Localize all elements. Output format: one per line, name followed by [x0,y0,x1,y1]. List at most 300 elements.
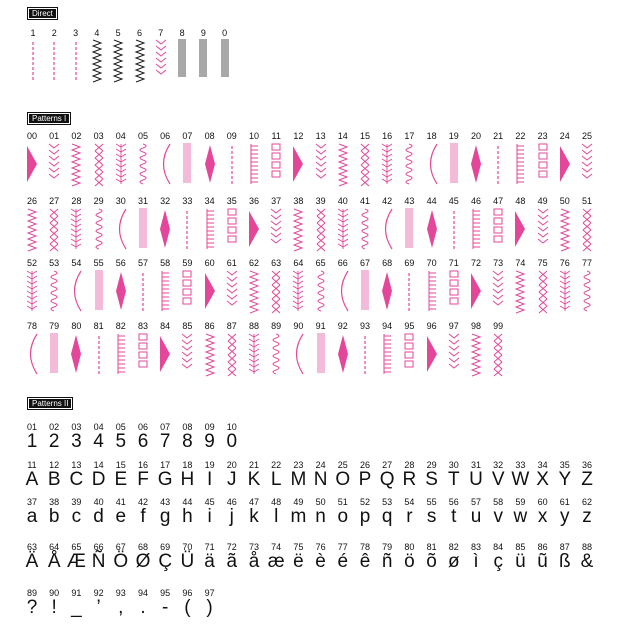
letter-glyph: ê [359,551,371,572]
stitch-number: 68 [137,542,148,552]
stitch-number: 82 [448,542,459,552]
stitch-number: 8 [179,28,185,38]
stitch-number: 53 [382,497,393,507]
stitch-number: 23 [293,460,304,470]
stitch-number: 46 [226,497,237,507]
stitch-number: 03 [93,131,104,141]
letter-glyph: M [290,469,307,490]
letter-glyph: z [582,506,592,527]
stitch-number: 27 [49,196,60,206]
stitch-number: 02 [71,131,82,141]
stitch-number: 6 [136,28,142,38]
stitch-number: 81 [426,542,437,552]
stitch-pattern-icon [491,144,505,184]
stitch-pattern-icon [447,209,461,249]
stitch-number: 22 [515,131,526,141]
letter-glyph: x [537,506,548,527]
letter-glyph: I [206,469,213,490]
letter-glyph: ä [204,551,215,572]
letter-glyph: 1 [26,431,38,452]
letter-glyph: õ [426,551,437,572]
stitch-pattern-icon [136,209,150,249]
stitch-number: 54 [71,258,82,268]
stitch-number: 51 [581,196,592,206]
letter-glyph: X [536,469,549,490]
stitch-pattern-icon [513,144,527,184]
stitch-pattern-icon [358,334,372,374]
stitch-number: 31 [137,196,148,206]
letter-glyph: Å [47,551,61,572]
stitch-pattern-icon [114,271,128,311]
stitch-number: 59 [182,258,193,268]
stitch-pattern-icon [558,209,572,249]
letter-glyph: r [406,506,413,527]
stitch-pattern-icon [580,209,594,249]
stitch-pattern-icon [47,334,61,374]
stitch-pattern-icon [402,144,416,184]
letter-glyph: 5 [115,431,127,452]
letter-glyph: i [207,506,212,527]
letter-glyph: æ [267,551,285,572]
stitch-pattern-icon [158,144,172,184]
stitch-number: 74 [515,258,526,268]
stitch-number: 16 [137,460,148,470]
letter-glyph: B [47,469,61,490]
stitch-number: 75 [293,542,304,552]
stitch-pattern-icon [92,144,106,184]
stitch-number: 3 [73,28,79,38]
stitch-number: 57 [470,497,481,507]
stitch-number: 19 [204,460,215,470]
letter-glyph: C [69,469,84,490]
stitch-pattern-icon [69,334,83,374]
letter-glyph: s [426,506,437,527]
letter-glyph: q [381,506,393,527]
letter-glyph: T [447,469,460,490]
stitch-pattern-icon [269,271,283,311]
stitch-number: 08 [204,131,215,141]
stitch-number: 64 [49,542,60,552]
letter-glyph: ? [26,597,38,618]
stitch-pattern-icon [203,334,217,374]
stitch-number: 01 [49,131,60,141]
letter-glyph: a [26,506,38,527]
stitch-number: 96 [182,588,193,598]
stitch-number: 20 [226,460,237,470]
letter-glyph: ) [206,597,213,618]
stitch-pattern-icon [158,271,172,311]
stitch-number: 5 [115,28,121,38]
stitch-number: 66 [337,258,348,268]
stitch-number: 49 [293,497,304,507]
stitch-number: 33 [515,460,526,470]
letter-glyph: Ø [135,551,151,572]
stitch-number: 71 [204,542,215,552]
stitch-number: 24 [315,460,326,470]
stitch-number: 88 [581,542,592,552]
letter-glyph: é [337,551,349,572]
stitch-pattern-icon [291,144,305,184]
stitch-number: 04 [115,131,126,141]
stitch-number: 32 [493,460,504,470]
stitch-pattern-icon [314,144,328,184]
direct-header: Direct [27,7,58,20]
letter-glyph: w [513,506,528,527]
stitch-number: 42 [382,196,393,206]
letter-glyph: v [493,506,503,527]
letter-glyph: Ü [180,551,195,572]
stitch-pattern-icon [558,144,572,184]
letter-glyph: G [157,469,173,490]
stitch-number: 53 [49,258,60,268]
stitch-number: 87 [559,542,570,552]
stitch-number: 88 [248,321,259,331]
letter-glyph: ã [226,551,238,572]
stitch-number: 48 [515,196,526,206]
satin-box-icon [176,40,188,78]
stitch-pattern-icon [269,334,283,374]
stitch-number: 67 [359,258,370,268]
stitch-number: 47 [248,497,259,507]
stitch-number: 43 [404,196,415,206]
stitch-number: 81 [93,321,104,331]
stitch-number: 61 [559,497,570,507]
stitch-number: 90 [293,321,304,331]
stitch-pattern-icon [158,209,172,249]
stitch-pattern-icon [336,144,350,184]
straight-left-icon [48,40,60,78]
stitch-pattern-icon [47,209,61,249]
stitch-number: 96 [426,321,437,331]
letter-glyph: U [469,469,483,490]
letter-glyph: F [137,469,149,490]
stitch-pattern-icon [136,334,150,374]
stitch-number: 80 [71,321,82,331]
stitch-number: 4 [94,28,100,38]
stitch-number: 32 [160,196,171,206]
letter-glyph: ! [51,597,57,618]
stitch-number: 35 [559,460,570,470]
letter-glyph: c [71,506,82,527]
stitch-number: 18 [182,460,193,470]
patterns-1-header: Patterns I [27,112,71,125]
triple-straight-icon [70,40,82,78]
stitch-number: 89 [271,321,282,331]
stitch-number: 29 [426,460,437,470]
stitch-pattern-icon [69,209,83,249]
stitch-number: 39 [71,497,82,507]
letter-glyph: e [115,506,127,527]
stitch-number: 87 [226,321,237,331]
letter-glyph: ß [558,551,571,572]
stitch-pattern-icon [225,334,239,374]
stitch-number: 98 [470,321,481,331]
stitch-number: 69 [404,258,415,268]
stitch-pattern-icon [314,271,328,311]
stitch-number: 24 [559,131,570,141]
stitch-pattern-icon [92,209,106,249]
stitch-pattern-icon [380,334,394,374]
stitch-pattern-icon [247,334,261,374]
stitch-number: 62 [581,497,592,507]
stitch-number: 55 [93,258,104,268]
letter-glyph: b [48,506,60,527]
stitch-number: 72 [226,542,237,552]
stitch-pattern-icon [247,144,261,184]
letter-glyph: f [140,506,146,527]
stitch-number: 64 [293,258,304,268]
stitch-number: 00 [26,131,37,141]
stitch-pattern-icon [513,271,527,311]
letter-glyph: 6 [137,431,149,452]
stitch-number: 42 [137,497,148,507]
stitch-number: 91 [315,321,326,331]
letter-glyph: & [580,551,594,572]
stitch-pattern-icon [358,209,372,249]
stitch-number: 19 [448,131,459,141]
stitch-pattern-icon [358,144,372,184]
stitch-number: 45 [448,196,459,206]
stitch-pattern-icon [380,144,394,184]
stitch-number: 80 [404,542,415,552]
stitch-number: 12 [49,460,60,470]
letter-glyph: , [118,597,124,618]
stitch-number: 90 [49,588,60,598]
stitch-number: 33 [182,196,193,206]
stitch-pattern-icon [92,334,106,374]
stitch-number: 38 [49,497,60,507]
stitch-number: 79 [382,542,393,552]
stitch-number: 86 [204,321,215,331]
stitch-pattern-icon [491,271,505,311]
stitch-number: 50 [315,497,326,507]
stitch-number: 92 [93,588,104,598]
letter-glyph: J [227,469,237,490]
stitch-number: 52 [359,497,370,507]
letter-glyph: n [315,506,326,527]
letter-glyph: 0 [226,431,238,452]
stitch-number: 43 [160,497,171,507]
stitch-number: 55 [426,497,437,507]
stitch-number: 22 [271,460,282,470]
stitch-pattern-icon [580,144,594,184]
letter-glyph: Ç [158,551,173,572]
stitch-number: 85 [182,321,193,331]
lightning-stitch-icon [91,40,103,78]
stitch-number: 93 [115,588,126,598]
stitch-number: 37 [271,196,282,206]
stitch-pattern-icon [314,209,328,249]
letter-glyph: A [25,469,39,490]
letter-glyph: g [159,506,171,527]
stitch-number: 44 [182,497,193,507]
stitch-number: 12 [293,131,304,141]
stitch-pattern-icon [47,271,61,311]
letter-glyph: 7 [159,431,171,452]
letter-glyph: Q [379,469,395,490]
letter-glyph: è [315,551,326,572]
stitch-number: 18 [426,131,437,141]
stitch-number: 58 [493,497,504,507]
stitch-pattern-icon [425,144,439,184]
stitch-pattern-icon [469,271,483,311]
letter-glyph: ö [404,551,415,572]
stitch-number: 16 [382,131,393,141]
stitch-number: 34 [204,196,215,206]
letter-glyph: R [402,469,417,490]
stitch-number: 60 [537,497,548,507]
stitch-number: 1 [30,28,36,38]
stitch-number: 57 [137,258,148,268]
letter-glyph: H [180,469,195,490]
stitch-number: 05 [115,422,126,432]
stitch-number: 04 [93,422,104,432]
letter-glyph: S [425,469,438,490]
stitch-pattern-icon [425,334,439,374]
stitch-number: 73 [493,258,504,268]
stitch-number: 84 [160,321,171,331]
stitch-number: 35 [226,196,237,206]
stitch-number: 83 [470,542,481,552]
letter-glyph: ü [515,551,526,572]
stitch-number: 10 [226,422,237,432]
stitch-number: 13 [315,131,326,141]
stitch-number: 92 [337,321,348,331]
stitch-pattern-icon [25,209,39,249]
stitch-number: 25 [581,131,592,141]
straight-center-icon [27,40,39,78]
stitch-number: 30 [448,460,459,470]
stitch-number: 44 [426,196,437,206]
stitch-pattern-icon [402,334,416,374]
stitch-number: 83 [137,321,148,331]
stitch-number: 17 [160,460,171,470]
stitch-number: 46 [470,196,481,206]
stitch-number: 72 [470,258,481,268]
stitch-pattern-icon [336,271,350,311]
letter-glyph: - [162,597,169,618]
stitch-pattern-icon [25,334,39,374]
satin-box-icon [219,40,231,78]
stitch-number: 40 [93,497,104,507]
stitch-number: 14 [337,131,348,141]
stitch-number: 38 [293,196,304,206]
stitch-number: 2 [51,28,57,38]
stitch-pattern-icon [180,209,194,249]
stitch-pattern-icon [402,209,416,249]
stitch-pattern-icon [69,271,83,311]
stitch-number: 07 [160,422,171,432]
stitch-number: 13 [71,460,82,470]
letter-glyph: u [470,506,482,527]
stitch-number: 45 [204,497,215,507]
letter-glyph: 8 [182,431,193,452]
letter-glyph: L [270,469,282,490]
stitch-number: 15 [115,460,126,470]
stitch-number: 0 [222,28,228,38]
stitch-pattern-icon [291,334,305,374]
letter-glyph: Ñ [91,551,106,572]
letter-glyph: p [359,506,371,527]
letter-glyph: E [114,469,128,490]
stitch-number: 69 [160,542,171,552]
stitch-number: 94 [382,321,393,331]
stitch-number: 63 [271,258,282,268]
stitch-pattern-icon [558,271,572,311]
stitch-pattern-icon [380,271,394,311]
letter-glyph: O [335,469,351,490]
stitch-pattern-icon [425,209,439,249]
stitch-pattern-icon [114,334,128,374]
stitch-pattern-icon [291,209,305,249]
stitch-pattern-icon [136,144,150,184]
stitch-number: 78 [359,542,370,552]
stitch-number: 56 [448,497,459,507]
letter-glyph: ñ [381,551,393,572]
stitch-pattern-icon [513,209,527,249]
stitch-number: 28 [71,196,82,206]
stitch-pattern-icon [114,144,128,184]
stitch-number: 47 [493,196,504,206]
stitch-number: 75 [537,258,548,268]
stitch-pattern-icon [491,334,505,374]
stitch-number: 21 [493,131,504,141]
letter-glyph: ũ [537,551,548,572]
stitch-number: 03 [71,422,82,432]
stitch-number: 48 [271,497,282,507]
stitch-pattern-icon [269,209,283,249]
stitch-number: 63 [26,542,37,552]
stitch-number: 27 [382,460,393,470]
letter-glyph: Æ [66,551,86,572]
stitch-number: 71 [448,258,459,268]
stitch-number: 76 [315,542,326,552]
letter-glyph: P [358,469,372,490]
stitch-pattern-icon [447,144,461,184]
stitch-number: 52 [26,258,37,268]
stitch-number: 15 [359,131,370,141]
letter-glyph: W [511,469,530,490]
stitch-number: 21 [248,460,259,470]
stitch-number: 97 [204,588,215,598]
stitch-number: 95 [404,321,415,331]
stitch-number: 36 [248,196,259,206]
stitch-pattern-icon [114,209,128,249]
letter-glyph: _ [71,597,82,618]
stitch-pattern-icon [336,209,350,249]
stitch-number: 49 [537,196,548,206]
letter-glyph: y [560,506,570,527]
three-step-zigzag-icon [134,40,146,78]
stitch-number: 39 [315,196,326,206]
stitch-number: 61 [226,258,237,268]
letter-glyph: h [182,506,193,527]
stitch-number: 08 [182,422,193,432]
stitch-pattern-icon [536,209,550,249]
stitch-number: 41 [115,497,126,507]
letter-glyph: å [248,551,260,572]
stitch-pattern-icon [402,271,416,311]
stitch-pattern-icon [447,271,461,311]
stitch-number: 77 [581,258,592,268]
stitch-pattern-icon [47,144,61,184]
stitch-pattern-icon [425,271,439,311]
letter-glyph: V [491,469,505,490]
stitch-pattern-icon [469,334,483,374]
stitch-number: 82 [115,321,126,331]
stitch-pattern-icon [203,144,217,184]
stitch-pattern-icon [25,271,39,311]
